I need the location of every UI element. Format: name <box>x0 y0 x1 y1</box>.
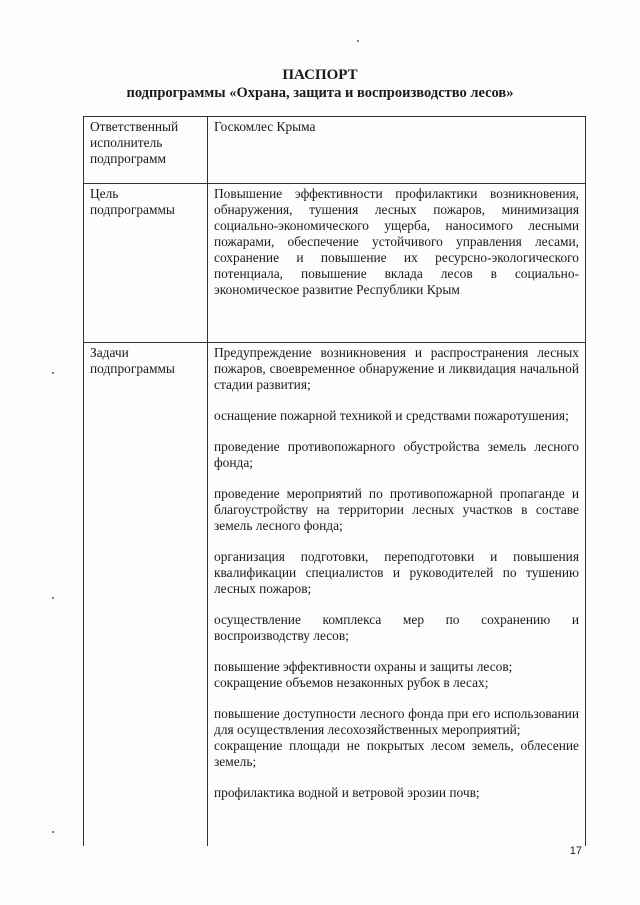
page-number: 17 <box>569 845 582 857</box>
task-item: повышение доступности лесного фонда при его использовании для осуществления лесохозяйственных мероприятий; <box>214 706 579 737</box>
task-item: сокращение площади не покрытых лесом земель, облесение земель; <box>214 738 579 769</box>
row-label-executor: Ответственный исполнитель подпрограмм <box>84 117 208 184</box>
scan-speck <box>52 831 54 833</box>
scan-speck <box>357 40 359 42</box>
document-title: ПАСПОРТ <box>282 67 358 83</box>
task-item: Предупреждение возникновения и распространения лесных пожаров, своевременное обнаружение и ликвидация начальной стадии развития; <box>214 345 579 392</box>
table-row <box>84 117 586 184</box>
scan-speck <box>52 372 54 374</box>
table-row <box>84 343 586 847</box>
row-label-tasks: Задачи подпрограммы <box>84 343 208 847</box>
task-item: оснащение пожарной техникой и средствами пожаротушения; <box>214 408 569 423</box>
task-item: проведение мероприятий по противопожарной пропаганде и благоустройству на территории лесных участков в составе земель лесного фонда; <box>214 486 579 533</box>
table-row <box>84 184 586 343</box>
scan-speck <box>52 597 54 599</box>
task-item: сокращение объемов незаконных рубок в лесах; <box>214 675 489 690</box>
row-value-tasks <box>208 343 586 847</box>
task-item: профилактика водной и ветровой эрозии почв; <box>214 785 480 800</box>
row-label-goal: Цель подпрограммы <box>84 184 208 343</box>
task-item: осуществление комплекса мер по сохранению и воспроизводству лесов; <box>214 612 579 643</box>
passport-table <box>83 116 586 846</box>
row-value-goal: Повышение эффективности профилактики возникновения, обнаружения, тушения лесных пожаров, минимизация социально-экономического ущерба, наносимого лесными пожарами, обеспечение устойчивого управления лесами, сохранение и повышение их ресурсно-экологического потенциала, повышение вклада лесов в социально-экономическое развитие Республики Крым <box>208 184 586 343</box>
task-item: проведение противопожарного обустройства земель лесного фонда; <box>214 439 579 470</box>
document-subtitle: подпрограммы «Охрана, защита и воспроизводство лесов» <box>126 85 514 101</box>
row-value-executor: Госкомлес Крыма <box>208 117 586 184</box>
task-item: повышение эффективности охраны и защиты лесов; <box>214 659 513 674</box>
task-item: организация подготовки, переподготовки и повышения квалификации специалистов и руководителей по тушению лесных пожаров; <box>214 549 579 596</box>
